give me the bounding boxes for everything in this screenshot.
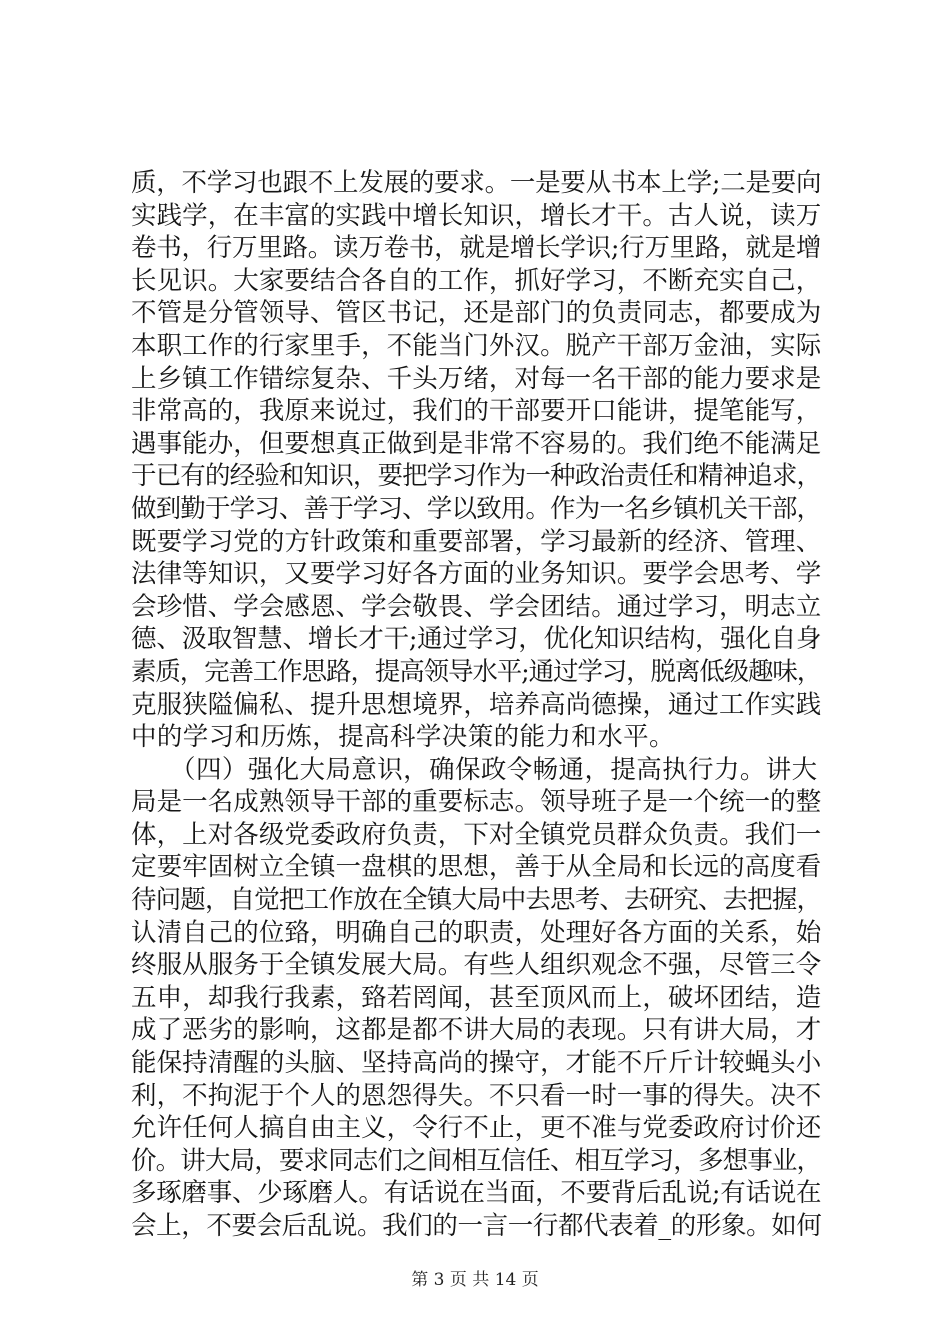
- text-line: 局是一名成熟领导干部的重要标志。领导班子是一个统一的整: [131, 787, 822, 818]
- text-line: 克服狭隘偏私、提升思想境界，培养高尚德操，通过工作实践: [131, 689, 822, 720]
- text-line: 卷书，行万里路。读万卷书，就是增长学识;行万里路，就是增: [131, 233, 822, 264]
- text-line: 既要学习党的方针政策和重要部署，学习最新的经济、管理、: [131, 526, 822, 557]
- text-line: 中的学习和历炼，提高科学决策的能力和水平。: [131, 722, 675, 753]
- text-line: 德、汲取智慧、增长才干;通过学习，优化知识结构，强化自身: [131, 624, 822, 655]
- body-text: [131, 167, 821, 1243]
- text-line: 法律等知识，又要学习好各方面的业务知识。要学会思考、学: [131, 559, 822, 590]
- text-line: 定要牢固树立全镇一盘棋的思想，善于从全局和长远的高度看: [131, 852, 822, 883]
- text-line: 认清自己的位臵，明确自己的职责，处理好各方面的关系，始: [131, 917, 822, 948]
- text-line: 质，不学习也跟不上发展的要求。一是要从书本上学;二是要向: [131, 168, 822, 198]
- text-line: 会上，不要会后乱说。我们的一言一行都代表着_的形象。如何: [131, 1211, 822, 1241]
- text-line: 实践学，在丰富的实践中增长知识，增长才干。古人说，读万: [131, 200, 822, 231]
- text-line: 利，不拘泥于个人的恩怨得失。不只看一时一事的得失。决不: [131, 1080, 822, 1111]
- text-line: 上乡镇工作错综复杂、千头万绪，对每一名干部的能力要求是: [131, 363, 822, 394]
- text-line: 本职工作的行家里手，不能当门外汉。脱产干部万金油，实际: [131, 330, 822, 361]
- text-line: 体，上对各级党委政府负责，下对全镇党员群众负责。我们一: [131, 819, 822, 850]
- text-line: 遇事能办，但要想真正做到是非常不容易的。我们绝不能满足: [131, 428, 822, 459]
- text-line: 多琢磨事、少琢磨人。有话说在当面，不要背后乱说;有话说在: [131, 1178, 822, 1209]
- text-line: 允许任何人搞自由主义，令行不止，更不准与党委政府讨价还: [131, 1113, 822, 1144]
- text-line: 终服从服务于全镇发展大局。有些人组织观念不强，尽管三令: [131, 950, 822, 981]
- text-line: 五申，却我行我素，臵若罔闻，甚至顶风而上，破坏团结，造: [131, 982, 822, 1013]
- text-line: 素质，完善工作思路，提高领导水平;通过学习，脱离低级趣味，: [131, 656, 822, 687]
- text-line: 能保持清醒的头脑、坚持高尚的操守，才能不斤斤计较蝇头小: [131, 1048, 822, 1079]
- text-line: 非常高的，我原来说过，我们的干部要开口能讲，提笔能写，: [131, 396, 822, 427]
- page-footer: 第 3 页 共 14 页: [411, 1270, 539, 1290]
- text-line: 待问题，自觉把工作放在全镇大局中去思考、去研究、去把握，: [131, 885, 822, 916]
- text-line: 会珍惜、学会感恩、学会敬畏、学会团结。通过学习，明志立: [131, 591, 822, 622]
- text-line: 价。讲大局，要求同志们之间相互信任、相互学习，多想事业，: [131, 1145, 822, 1176]
- text-line: 于已有的经验和知识，要把学习作为一种政治责任和精神追求，: [131, 461, 822, 492]
- text-line: 成了恶劣的影响，这都是都不讲大局的表现。只有讲大局，才: [131, 1015, 822, 1046]
- text-line: （四）强化大局意识，确保政令畅通，提高执行力。讲大: [131, 754, 818, 785]
- text-line: 做到勤于学习、善于学习、学以致用。作为一名乡镇机关干部，: [131, 493, 822, 524]
- text-line: 不管是分管领导、管区书记，还是部门的负责同志，都要成为: [131, 298, 822, 329]
- text-line: 长见识。大家要结合各自的工作，抓好学习，不断充实自己，: [131, 265, 822, 296]
